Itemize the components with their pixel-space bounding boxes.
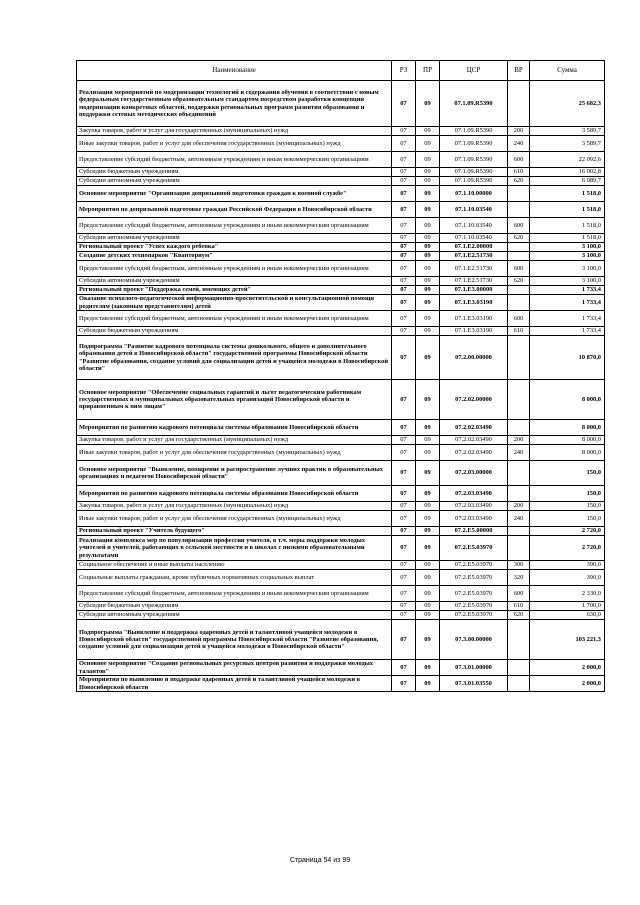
- table-row: [77, 311, 605, 327]
- table-row: [77, 676, 605, 692]
- row-vr: 600: [508, 218, 530, 234]
- table-row: [77, 286, 605, 295]
- row-vr: [508, 286, 530, 295]
- row-name: Реализация мероприятий по модернизации технологий и содержания обучения в соответствии с новым федеральным государственным образовательным стандартом посредством разработки концепции модернизации конкретных областей, поддержки региональных программ развития образования и поддержки сетевых методических объединений: [77, 81, 392, 127]
- row-pr: 09: [416, 676, 440, 692]
- row-csr: 07.1.09.R5390: [440, 136, 508, 152]
- row-rz: 07: [392, 286, 416, 295]
- row-vr: [508, 486, 530, 502]
- row-csr: 07.1.E3.00000: [440, 286, 508, 295]
- row-pr: 09: [416, 536, 440, 561]
- row-sum: 16 002,8: [530, 168, 605, 177]
- table-row: [77, 295, 605, 311]
- row-rz: 07: [392, 252, 416, 261]
- table-row: [77, 461, 605, 486]
- table-row: [77, 136, 605, 152]
- row-name: Субсидии бюджетным учреждениям: [77, 168, 392, 177]
- row-vr: 610: [508, 327, 530, 336]
- header-sum: Сумма: [530, 61, 605, 81]
- header-rz: РЗ: [392, 61, 416, 81]
- table-row: [77, 177, 605, 186]
- row-pr: 09: [416, 81, 440, 127]
- table-row: [77, 252, 605, 261]
- row-sum: 1 733,4: [530, 286, 605, 295]
- row-rz: 07: [392, 261, 416, 277]
- row-name: Мероприятия по развитию кадрового потенциала системы образования Новосибирской области: [77, 486, 392, 502]
- row-pr: 09: [416, 336, 440, 380]
- row-vr: [508, 186, 530, 202]
- row-rz: 07: [392, 81, 416, 127]
- row-csr: 07.2.E5.03970: [440, 561, 508, 570]
- row-pr: 09: [416, 295, 440, 311]
- row-csr: 07.1.E3.03190: [440, 311, 508, 327]
- row-sum: 8 000,0: [530, 380, 605, 420]
- row-pr: 09: [416, 136, 440, 152]
- row-name: Оказание психолого-педагогической информационно-просветительской и консультационной помощи родителям (законным представителям) детей: [77, 295, 392, 311]
- row-pr: 09: [416, 286, 440, 295]
- row-csr: 07.1.09.R5390: [440, 152, 508, 168]
- table-row: [77, 586, 605, 602]
- table-row: [77, 202, 605, 218]
- row-vr: [508, 527, 530, 536]
- row-sum: 22 092,6: [530, 152, 605, 168]
- table-row: [77, 502, 605, 511]
- row-pr: 09: [416, 586, 440, 602]
- row-rz: 07: [392, 436, 416, 445]
- row-rz: 07: [392, 611, 416, 620]
- row-name: Субсидии бюджетным учреждениям: [77, 602, 392, 611]
- row-rz: 07: [392, 136, 416, 152]
- table-row: [77, 536, 605, 561]
- row-vr: [508, 676, 530, 692]
- table-row: [77, 660, 605, 676]
- row-rz: 07: [392, 295, 416, 311]
- row-rz: 07: [392, 445, 416, 461]
- row-name: Иные закупки товаров, работ и услуг для обеспечения государственных (муниципальных) нужд: [77, 511, 392, 527]
- row-name: Мероприятия по допризывной подготовке граждан Российской Федерации в Новосибирской области: [77, 202, 392, 218]
- row-vr: [508, 243, 530, 252]
- row-csr: 07.2.E5.03970: [440, 611, 508, 620]
- row-csr: 07.2.E5.03970: [440, 570, 508, 586]
- table-header-row: [77, 61, 605, 81]
- table-row: [77, 511, 605, 527]
- row-vr: 610: [508, 168, 530, 177]
- row-rz: 07: [392, 311, 416, 327]
- row-vr: 620: [508, 277, 530, 286]
- row-csr: 07.2.03.03490: [440, 502, 508, 511]
- row-vr: [508, 380, 530, 420]
- row-name: Социальное обеспечение и иные выплаты населению: [77, 561, 392, 570]
- row-rz: 07: [392, 511, 416, 527]
- row-sum: 390,0: [530, 570, 605, 586]
- header-name: Наименование: [77, 61, 392, 81]
- row-csr: 07.2.E5.03970: [440, 602, 508, 611]
- row-pr: 09: [416, 380, 440, 420]
- row-csr: 07.2.02.03490: [440, 436, 508, 445]
- row-name: Субсидии автономным учреждениям: [77, 177, 392, 186]
- row-sum: 3 100,0: [530, 252, 605, 261]
- row-vr: 240: [508, 511, 530, 527]
- row-csr: 07.1.E2.51730: [440, 277, 508, 286]
- row-vr: [508, 252, 530, 261]
- row-vr: 600: [508, 311, 530, 327]
- table-row: [77, 380, 605, 420]
- row-rz: 07: [392, 527, 416, 536]
- row-sum: 390,0: [530, 561, 605, 570]
- table-row: [77, 234, 605, 243]
- row-pr: 09: [416, 177, 440, 186]
- row-name: Основное мероприятие "Выявление, поощрение и распространение лучших практик в образовательных организациях и педагогов Новосибирской области": [77, 461, 392, 486]
- row-csr: 07.2.E5.03970: [440, 586, 508, 602]
- row-pr: 09: [416, 186, 440, 202]
- row-name: Подпрограмма "Выявление и поддержка одаренных детей и талантливой учащейся молодежи в Новосибирской области" государственной программы Новосибирской области "Развитие образования, создание условий для социализации детей и учащейся молодежи в Новосибирской области": [77, 620, 392, 660]
- row-pr: 09: [416, 218, 440, 234]
- table-row: [77, 186, 605, 202]
- row-pr: 09: [416, 511, 440, 527]
- table-row: [77, 602, 605, 611]
- row-sum: 2 000,0: [530, 660, 605, 676]
- row-name: Субсидии автономным учреждениям: [77, 277, 392, 286]
- row-sum: 3 100,0: [530, 243, 605, 252]
- row-sum: 150,0: [530, 461, 605, 486]
- table-row: [77, 152, 605, 168]
- row-name: Субсидии бюджетным учреждениям: [77, 327, 392, 336]
- row-rz: 07: [392, 243, 416, 252]
- row-rz: 07: [392, 586, 416, 602]
- row-sum: 1 518,0: [530, 218, 605, 234]
- row-sum: 8 000,0: [530, 420, 605, 436]
- row-name: Подпрограмма "Развитие кадрового потенциала системы дошкольного, общего и дополнительного образования детей в Новосибирской области" государственной программы Новосибирской области "Развитие образования, создание условий для социализации детей и учащейся молодежи в Новосибирской области": [77, 336, 392, 380]
- table-row: [77, 436, 605, 445]
- row-vr: 620: [508, 234, 530, 243]
- row-vr: 620: [508, 611, 530, 620]
- row-name: Предоставление субсидий бюджетным, автономным учреждениям и иным некоммерческим организациям: [77, 261, 392, 277]
- row-rz: 07: [392, 327, 416, 336]
- row-pr: 09: [416, 620, 440, 660]
- row-rz: 07: [392, 561, 416, 570]
- table-row: [77, 336, 605, 380]
- row-vr: 200: [508, 436, 530, 445]
- row-rz: 07: [392, 676, 416, 692]
- table-row: [77, 243, 605, 252]
- row-rz: 07: [392, 234, 416, 243]
- row-name: Региональный проект "Успех каждого ребенка": [77, 243, 392, 252]
- row-csr: 07.1.10.03540: [440, 202, 508, 218]
- table-row: [77, 327, 605, 336]
- row-rz: 07: [392, 277, 416, 286]
- table-row: [77, 620, 605, 660]
- row-pr: 09: [416, 234, 440, 243]
- row-pr: 09: [416, 602, 440, 611]
- row-csr: 07.1.10.03540: [440, 218, 508, 234]
- row-pr: 09: [416, 561, 440, 570]
- row-sum: 3 589,7: [530, 127, 605, 136]
- budget-table: [76, 60, 605, 692]
- row-vr: [508, 336, 530, 380]
- row-name: Предоставление субсидий бюджетным, автономным учреждениям и иным некоммерческим организациям: [77, 152, 392, 168]
- row-sum: 2 720,0: [530, 527, 605, 536]
- row-csr: 07.2.02.00000: [440, 380, 508, 420]
- row-pr: 09: [416, 660, 440, 676]
- table-row: [77, 168, 605, 177]
- row-rz: 07: [392, 502, 416, 511]
- row-csr: 07.1.E2.00000: [440, 243, 508, 252]
- row-rz: 07: [392, 336, 416, 380]
- row-vr: 600: [508, 586, 530, 602]
- row-sum: 103 221,3: [530, 620, 605, 660]
- row-pr: 09: [416, 461, 440, 486]
- row-csr: 07.2.03.00000: [440, 461, 508, 486]
- row-sum: 150,0: [530, 502, 605, 511]
- row-name: Предоставление субсидий бюджетным, автономным учреждениям и иным некоммерческим организациям: [77, 311, 392, 327]
- row-name: Иные закупки товаров, работ и услуг для обеспечения государственных (муниципальных) нужд: [77, 136, 392, 152]
- row-csr: 07.1.E3.03190: [440, 327, 508, 336]
- row-vr: 600: [508, 152, 530, 168]
- row-pr: 09: [416, 486, 440, 502]
- row-name: Предоставление субсидий бюджетным, автономным учреждениям и иным некоммерческим организациям: [77, 586, 392, 602]
- row-name: Создание детских технопарков "Кванториум": [77, 252, 392, 261]
- row-vr: [508, 295, 530, 311]
- row-name: Региональный проект "Поддержка семей, имеющих детей": [77, 286, 392, 295]
- row-sum: 6 089,7: [530, 177, 605, 186]
- row-pr: 09: [416, 243, 440, 252]
- row-pr: 09: [416, 311, 440, 327]
- table-row: [77, 127, 605, 136]
- row-pr: 09: [416, 502, 440, 511]
- row-sum: 2 000,0: [530, 676, 605, 692]
- row-csr: 07.2.02.03490: [440, 420, 508, 436]
- row-pr: 09: [416, 570, 440, 586]
- row-pr: 09: [416, 252, 440, 261]
- row-rz: 07: [392, 186, 416, 202]
- row-vr: 240: [508, 445, 530, 461]
- row-csr: 07.2.02.03490: [440, 445, 508, 461]
- table-row: [77, 420, 605, 436]
- row-csr: 07.1.E2.51730: [440, 252, 508, 261]
- row-sum: 1 518,0: [530, 234, 605, 243]
- row-rz: 07: [392, 536, 416, 561]
- row-pr: 09: [416, 127, 440, 136]
- row-sum: 8 000,0: [530, 436, 605, 445]
- row-sum: 2 330,0: [530, 586, 605, 602]
- row-pr: 09: [416, 261, 440, 277]
- row-vr: [508, 660, 530, 676]
- row-name: Иные закупки товаров, работ и услуг для обеспечения государственных (муниципальных) нужд: [77, 445, 392, 461]
- row-rz: 07: [392, 168, 416, 177]
- row-csr: 07.1.10.03540: [440, 234, 508, 243]
- row-name: Субсидии автономным учреждениям: [77, 234, 392, 243]
- row-pr: 09: [416, 277, 440, 286]
- row-vr: 610: [508, 602, 530, 611]
- row-csr: 07.1.09.R5390: [440, 81, 508, 127]
- row-vr: 620: [508, 177, 530, 186]
- row-name: Закупка товаров, работ и услуг для государственных (муниципальных) нужд: [77, 127, 392, 136]
- table-row: [77, 611, 605, 620]
- row-csr: 07.2.03.03490: [440, 486, 508, 502]
- row-vr: [508, 420, 530, 436]
- row-name: Основное мероприятие "Организация допризывной подготовки граждан к военной службе": [77, 186, 392, 202]
- row-name: Закупка товаров, работ и услуг для государственных (муниципальных) нужд: [77, 436, 392, 445]
- row-pr: 09: [416, 152, 440, 168]
- row-csr: 07.2.E5.03970: [440, 536, 508, 561]
- row-rz: 07: [392, 620, 416, 660]
- row-sum: 630,0: [530, 611, 605, 620]
- header-vr: ВР: [508, 61, 530, 81]
- row-csr: 07.1.10.00000: [440, 186, 508, 202]
- row-csr: 07.2.00.00000: [440, 336, 508, 380]
- header-pr: ПР: [416, 61, 440, 81]
- row-pr: 09: [416, 327, 440, 336]
- row-csr: 07.3.00.00000: [440, 620, 508, 660]
- row-pr: 09: [416, 436, 440, 445]
- row-csr: 07.2.03.03490: [440, 511, 508, 527]
- row-rz: 07: [392, 420, 416, 436]
- row-name: Мероприятия по выявлению и поддержке одаренных детей и талантливой учащейся молодежи в Новосибирской области: [77, 676, 392, 692]
- table-row: [77, 445, 605, 461]
- row-name: Мероприятия по развитию кадрового потенциала системы образования Новосибирской области: [77, 420, 392, 436]
- row-sum: 1 733,4: [530, 327, 605, 336]
- row-rz: 07: [392, 218, 416, 234]
- row-csr: 07.1.E3.03190: [440, 295, 508, 311]
- table-row: [77, 570, 605, 586]
- row-sum: 2 720,0: [530, 536, 605, 561]
- row-pr: 09: [416, 445, 440, 461]
- row-rz: 07: [392, 152, 416, 168]
- row-name: Субсидии автономным учреждениям: [77, 611, 392, 620]
- row-csr: 07.3.01.03550: [440, 676, 508, 692]
- row-name: Предоставление субсидий бюджетным, автономным учреждениям и иным некоммерческим организациям: [77, 218, 392, 234]
- row-rz: 07: [392, 602, 416, 611]
- row-rz: 07: [392, 127, 416, 136]
- row-vr: 200: [508, 502, 530, 511]
- row-pr: 09: [416, 420, 440, 436]
- table-row: [77, 561, 605, 570]
- row-sum: 3 589,7: [530, 136, 605, 152]
- page-number: Страница 54 из 99: [289, 857, 351, 864]
- row-name: Реализация комплекса мер по популяризации профессии учителя, в т.ч. меры поддержки молодых учителей и учителей, работающих в сельской местности и в школах с низкими образовательными результатами: [77, 536, 392, 561]
- row-csr: 07.1.09.R5390: [440, 177, 508, 186]
- row-pr: 09: [416, 611, 440, 620]
- row-csr: 07.1.09.R5390: [440, 127, 508, 136]
- row-sum: 3 100,0: [530, 277, 605, 286]
- row-vr: [508, 536, 530, 561]
- row-sum: 1 700,0: [530, 602, 605, 611]
- row-sum: 1 733,4: [530, 295, 605, 311]
- row-rz: 07: [392, 660, 416, 676]
- row-rz: 07: [392, 486, 416, 502]
- row-vr: [508, 202, 530, 218]
- row-sum: 1 518,0: [530, 202, 605, 218]
- table-row: [77, 218, 605, 234]
- table-row: [77, 81, 605, 127]
- row-rz: 07: [392, 461, 416, 486]
- row-pr: 09: [416, 168, 440, 177]
- row-vr: 600: [508, 261, 530, 277]
- row-rz: 07: [392, 177, 416, 186]
- row-vr: 200: [508, 127, 530, 136]
- row-rz: 07: [392, 380, 416, 420]
- table-body: [77, 81, 605, 692]
- row-sum: 150,0: [530, 511, 605, 527]
- table-row: [77, 527, 605, 536]
- row-name: Основное мероприятие "Обеспечение социальных гарантий и льгот педагогическим работникам государственных и муниципальных образовательных организаций Новосибирской области и приравненным к ним лицам": [77, 380, 392, 420]
- row-rz: 07: [392, 202, 416, 218]
- row-sum: 3 100,0: [530, 261, 605, 277]
- row-vr: [508, 461, 530, 486]
- table-row: [77, 261, 605, 277]
- row-pr: 09: [416, 527, 440, 536]
- row-vr: [508, 81, 530, 127]
- row-vr: 320: [508, 570, 530, 586]
- row-csr: 07.1.09.R5390: [440, 168, 508, 177]
- row-vr: 300: [508, 561, 530, 570]
- row-sum: 25 682,3: [530, 81, 605, 127]
- row-sum: 10 870,0: [530, 336, 605, 380]
- row-name: Социальные выплаты гражданам, кроме публичных нормативных социальных выплат: [77, 570, 392, 586]
- row-csr: 07.2.E5.00000: [440, 527, 508, 536]
- row-rz: 07: [392, 570, 416, 586]
- table-row: [77, 277, 605, 286]
- row-pr: 09: [416, 202, 440, 218]
- row-sum: 150,0: [530, 486, 605, 502]
- row-name: Закупка товаров, работ и услуг для государственных (муниципальных) нужд: [77, 502, 392, 511]
- header-csr: ЦСР: [440, 61, 508, 81]
- row-name: Региональный проект "Учитель будущего": [77, 527, 392, 536]
- row-vr: 240: [508, 136, 530, 152]
- row-csr: 07.1.E2.51730: [440, 261, 508, 277]
- row-sum: 8 000,0: [530, 445, 605, 461]
- row-name: Основное мероприятие "Создание региональных ресурсных центров развития и поддержки молодых талантов": [77, 660, 392, 676]
- row-csr: 07.3.01.00000: [440, 660, 508, 676]
- row-sum: 1 733,4: [530, 311, 605, 327]
- row-sum: 1 518,0: [530, 186, 605, 202]
- row-vr: [508, 620, 530, 660]
- table-row: [77, 486, 605, 502]
